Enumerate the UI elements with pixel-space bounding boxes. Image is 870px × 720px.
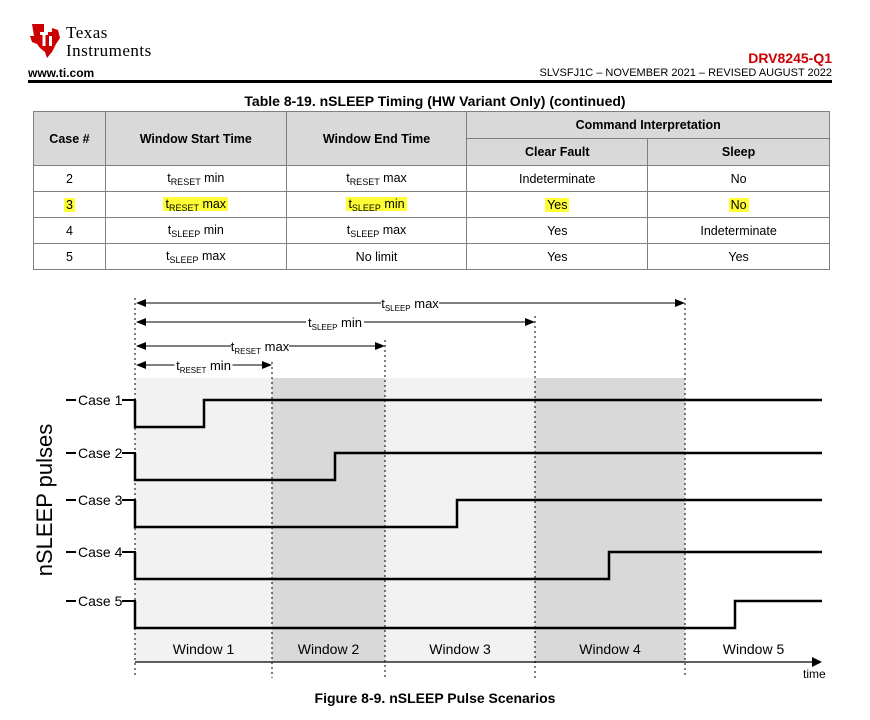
case-number: 4 bbox=[65, 223, 73, 238]
timing-span-arrow-left bbox=[136, 342, 146, 350]
header-clear-fault: Clear Fault bbox=[467, 139, 648, 166]
cell-window-end bbox=[286, 166, 467, 192]
cell-case bbox=[34, 218, 106, 244]
timing-label: $t_{SLEEP}$ min bbox=[308, 315, 362, 332]
window-label: Window 4 bbox=[579, 641, 641, 657]
time-axis-label: time bbox=[803, 667, 826, 681]
t-symbol: t bbox=[346, 170, 350, 185]
timing-span-arrow-right bbox=[262, 361, 272, 369]
highlight-mark bbox=[729, 198, 749, 212]
cell-sleep bbox=[648, 218, 830, 244]
window-4-band bbox=[535, 378, 685, 662]
highlight-mark bbox=[346, 197, 406, 211]
case-label: Case 4 bbox=[78, 544, 123, 560]
t-subscript: SLEEP bbox=[350, 228, 380, 239]
timing-span-arrow-right bbox=[375, 342, 385, 350]
t-qualifier: min bbox=[380, 196, 405, 211]
cell-clear-fault bbox=[467, 218, 648, 244]
timing-span-arrow-right bbox=[675, 299, 685, 307]
timing-span-arrow-left bbox=[136, 361, 146, 369]
t-subscript: SLEEP bbox=[351, 202, 381, 213]
cell-sleep bbox=[648, 244, 830, 270]
cell-sleep bbox=[648, 192, 830, 218]
window-label: Window 2 bbox=[297, 641, 360, 657]
header-case: Case # bbox=[34, 112, 106, 166]
highlight-mark bbox=[64, 198, 75, 212]
t-qualifier: max bbox=[379, 222, 407, 237]
cell-case bbox=[34, 166, 106, 192]
window-5-band bbox=[685, 378, 822, 662]
window-2-band bbox=[272, 378, 385, 662]
nsleep-timing-table bbox=[33, 111, 830, 270]
table-row bbox=[34, 218, 830, 244]
y-axis-label: nSLEEP pulses bbox=[32, 423, 57, 577]
window-label: Window 3 bbox=[429, 641, 491, 657]
table-row bbox=[34, 192, 830, 218]
cell-clear-fault bbox=[467, 166, 648, 192]
t-subscript: SLEEP bbox=[169, 254, 199, 265]
window-3-band bbox=[385, 378, 535, 662]
cell-window-start bbox=[105, 192, 286, 218]
nsleep-pulse-diagram bbox=[0, 290, 870, 690]
timing-label: $t_{RESET}$ max bbox=[230, 339, 290, 356]
header-command-interpretation: Command Interpretation bbox=[467, 112, 830, 139]
cell-window-end bbox=[286, 218, 467, 244]
header-window-end: Window End Time bbox=[286, 112, 467, 166]
clear-fault-value: Yes bbox=[547, 223, 568, 238]
case-number: 5 bbox=[65, 249, 73, 264]
cell-window-end bbox=[286, 192, 467, 218]
header-window-start: Window Start Time bbox=[105, 112, 286, 166]
highlight-mark bbox=[545, 198, 569, 212]
table-row bbox=[34, 166, 830, 192]
table-title: Table 8-19. nSLEEP Timing (HW Variant Only) (continued) bbox=[244, 93, 626, 109]
cell-window-start bbox=[105, 244, 286, 270]
cell-sleep bbox=[648, 166, 830, 192]
t-symbol: t bbox=[348, 196, 352, 211]
window-label: Window 1 bbox=[172, 641, 235, 657]
figure-caption: Figure 8-9. nSLEEP Pulse Scenarios bbox=[314, 690, 556, 706]
sleep-value: No bbox=[730, 197, 747, 212]
highlight-mark bbox=[163, 197, 228, 211]
case-number: 2 bbox=[65, 171, 73, 186]
sleep-value: No bbox=[730, 171, 747, 186]
ti-logo bbox=[28, 22, 188, 62]
timing-span-arrow-right bbox=[525, 318, 535, 326]
t-symbol: t bbox=[165, 196, 169, 211]
clear-fault-value: Yes bbox=[547, 249, 568, 264]
cell-window-end bbox=[286, 244, 467, 270]
t-qualifier: max bbox=[198, 196, 227, 211]
case-label: Case 1 bbox=[78, 392, 123, 408]
company-name-line2: Instruments bbox=[66, 41, 152, 60]
window-label: Window 5 bbox=[722, 641, 785, 657]
clear-fault-value: Indeterminate bbox=[519, 171, 596, 186]
t-qualifier: min bbox=[200, 170, 225, 185]
t-subscript: RESET bbox=[349, 176, 380, 187]
t-subscript: RESET bbox=[168, 202, 199, 213]
t-symbol: t bbox=[167, 170, 171, 185]
t-qualifier: max bbox=[198, 248, 226, 263]
end-text: No limit bbox=[355, 249, 398, 264]
sleep-value: Yes bbox=[728, 249, 749, 264]
case-label: Case 2 bbox=[78, 445, 123, 461]
t-symbol: t bbox=[165, 248, 170, 263]
timing-span-arrow-left bbox=[136, 318, 146, 326]
timing-span-arrow-left bbox=[136, 299, 146, 307]
cell-window-start bbox=[105, 166, 286, 192]
t-symbol: t bbox=[346, 222, 351, 237]
t-subscript: RESET bbox=[170, 176, 201, 187]
t-symbol: t bbox=[167, 222, 172, 237]
header-divider bbox=[28, 80, 832, 83]
timing-label: $t_{SLEEP}$ max bbox=[381, 296, 439, 313]
t-subscript: SLEEP bbox=[171, 228, 201, 239]
doc-revision: SLVSFJ1C – NOVEMBER 2021 – REVISED AUGUST 2022 bbox=[539, 67, 832, 79]
t-qualifier: max bbox=[379, 170, 407, 185]
case-number: 3 bbox=[65, 197, 73, 212]
table-row bbox=[34, 244, 830, 270]
t-qualifier: min bbox=[200, 222, 224, 237]
cell-clear-fault bbox=[467, 192, 648, 218]
website-link[interactable]: www.ti.com bbox=[28, 66, 95, 80]
cell-clear-fault bbox=[467, 244, 648, 270]
cell-window-start bbox=[105, 218, 286, 244]
part-number[interactable]: DRV8245-Q1 bbox=[748, 50, 832, 66]
clear-fault-value: Yes bbox=[547, 197, 568, 212]
sleep-value: Indeterminate bbox=[700, 223, 777, 238]
company-name-line1: Texas bbox=[66, 23, 108, 42]
cell-case bbox=[34, 192, 106, 218]
header-sleep: Sleep bbox=[648, 139, 830, 166]
case-label: Case 5 bbox=[78, 593, 123, 609]
case-label: Case 3 bbox=[78, 492, 123, 508]
cell-case bbox=[34, 244, 106, 270]
timing-label: $t_{RESET}$ min bbox=[176, 358, 231, 375]
texas-state-icon bbox=[28, 22, 62, 58]
